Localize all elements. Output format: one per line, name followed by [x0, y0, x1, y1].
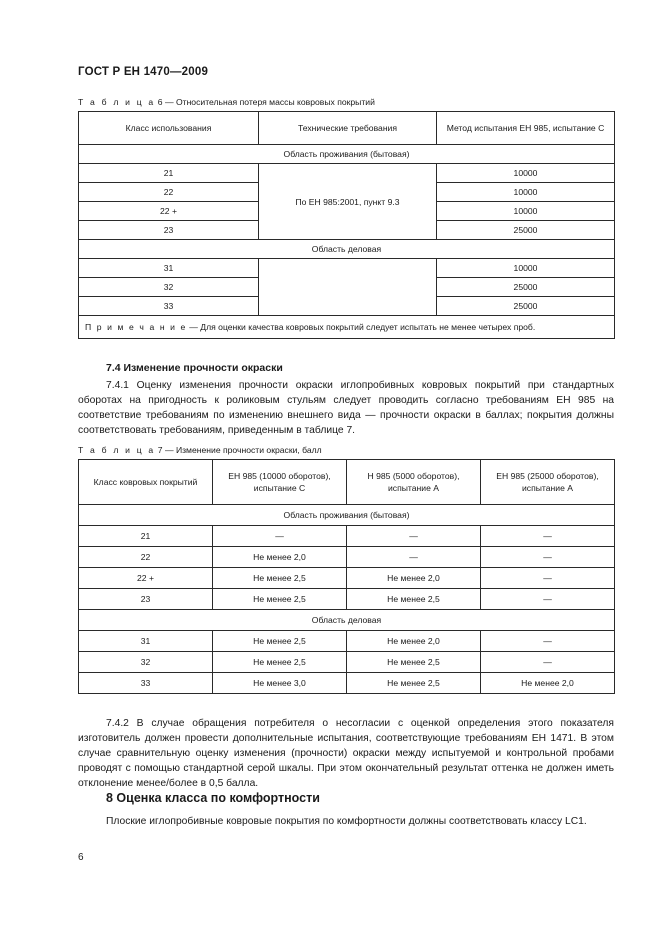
table6-caption [78, 97, 375, 107]
table6-section-business: Область деловая [79, 240, 615, 259]
table7-section-business: Область деловая [79, 610, 615, 631]
paragraph-text: Плоские иглопробивные ковровые покрытия по комфортности должны соответствовать классу LC1. [106, 816, 587, 827]
table-row [79, 631, 615, 652]
table-cell: 33 [79, 297, 259, 316]
table-cell: — [481, 547, 615, 568]
table6-section-residential: Область проживания (бытовая) [79, 145, 615, 164]
table6-note [79, 316, 615, 339]
table-cell: Не менее 2,0 [213, 547, 347, 568]
table-cell: 33 [79, 673, 213, 694]
table-cell: — [481, 631, 615, 652]
table-cell: Не менее 2,5 [213, 589, 347, 610]
table-cell: Не менее 2,5 [213, 652, 347, 673]
section-7-4-title: 7.4 Изменение прочности окраски [106, 362, 283, 374]
table-cell: — [347, 547, 481, 568]
table-row [79, 568, 615, 589]
table7-col-class: Класс ковровых покрытий [79, 460, 213, 505]
page-number: 6 [78, 852, 84, 863]
table-cell: Не менее 2,5 [347, 589, 481, 610]
table7-section-residential: Область проживания (бытовая) [79, 505, 615, 526]
table-cell: — [213, 526, 347, 547]
table-cell: 10000 [437, 164, 615, 183]
table-cell: Не менее 3,0 [213, 673, 347, 694]
table-row [79, 589, 615, 610]
table-cell: 22 + [79, 202, 259, 221]
table-row [79, 673, 615, 694]
paragraph-7-4-2 [78, 716, 614, 791]
table-cell: 32 [79, 278, 259, 297]
table6-col-class: Класс использования [79, 112, 259, 145]
table-cell: 22 + [79, 568, 213, 589]
table6-note-text: — Для оценки качества ковровых покрытий следует испытать не менее четырех проб. [186, 322, 536, 332]
table7-caption-prefix: Т а б л и ц а [78, 445, 156, 455]
table6-caption-prefix: Т а б л и ц а [78, 97, 156, 107]
table-row [79, 652, 615, 673]
document-header: ГОСТ Р ЕН 1470—2009 [78, 66, 209, 78]
table-cell: 22 [79, 183, 259, 202]
table-cell: 32 [79, 652, 213, 673]
table-cell: Не менее 2,5 [213, 568, 347, 589]
table-cell: 23 [79, 589, 213, 610]
table7-header-row [79, 460, 615, 505]
table6-requirement-empty [259, 259, 437, 316]
section-8-title: 8 Оценка класса по комфортности [106, 791, 320, 805]
table-cell: — [481, 568, 615, 589]
table6-header-row [79, 112, 615, 145]
table-cell: 25000 [437, 221, 615, 240]
table-row [79, 259, 615, 278]
paragraph-7-4-1 [78, 378, 614, 438]
table-cell: 10000 [437, 202, 615, 221]
table6-caption-text: 6 — Относительная потеря массы ковровых покрытий [157, 97, 375, 107]
table-row [79, 526, 615, 547]
table6 [78, 111, 615, 339]
paragraph-text: 7.4.2 В случае обращения потребителя о несогласии с оценкой определения этого показателя изготовитель должен провести дополнительные испытания, соответствующие требованиям ЕН 1471. В этом случае сравнительную оценку изменения (прочности) окраски между испытуемой и контрольной пробами проводят с помощью стандартной серой шкалы. При этом окончательный результат оттенка не должен иметь отклонение менее/более в 0,5 балла. [78, 718, 614, 789]
table-cell: 23 [79, 221, 259, 240]
paragraph-8 [78, 814, 614, 829]
table7 [78, 459, 615, 694]
table-row [79, 164, 615, 183]
table7-caption [78, 445, 322, 455]
table7-col-en985-25000: ЕН 985 (25000 оборотов), испытание А [481, 460, 615, 505]
table-cell: — [481, 652, 615, 673]
table-cell: — [347, 526, 481, 547]
table-cell: Не менее 2,5 [347, 652, 481, 673]
table-cell: Не менее 2,0 [347, 631, 481, 652]
table6-col-method: Метод испытания ЕН 985, испытание С [437, 112, 615, 145]
table7-col-en985-10000: ЕН 985 (10000 оборотов), испытание С [213, 460, 347, 505]
table-row [79, 547, 615, 568]
table-cell: Не менее 2,0 [481, 673, 615, 694]
table-cell: 21 [79, 164, 259, 183]
table-cell: — [481, 589, 615, 610]
table-cell: Не менее 2,0 [347, 568, 481, 589]
table7-col-n985-5000: Н 985 (5000 оборотов), испытание А [347, 460, 481, 505]
table-cell: Не менее 2,5 [213, 631, 347, 652]
table-cell: 25000 [437, 297, 615, 316]
table-cell: 31 [79, 259, 259, 278]
paragraph-text: 7.4.1 Оценку изменения прочности окраски иглопробивных ковровых покрытий при стандартных оборотах на пригодность к роликовым стульям следует проводить согласно требованиям ЕН 985 на соответствие требованиям по изменению внешнего вида — прочности окраски в баллах; покрытия должны соответствовать требованиям, приведенным в таблице 7. [78, 380, 614, 436]
table6-col-requirements: Технические требования [259, 112, 437, 145]
table-cell: 25000 [437, 278, 615, 297]
table-cell: 21 [79, 526, 213, 547]
table-cell: — [481, 526, 615, 547]
table-cell: 31 [79, 631, 213, 652]
table-cell: Не менее 2,5 [347, 673, 481, 694]
table6-requirement-cell: По ЕН 985:2001, пункт 9.3 [259, 164, 437, 240]
table7-caption-text: 7 — Изменение прочности окраски, балл [157, 445, 322, 455]
table-cell: 10000 [437, 259, 615, 278]
table6-note-prefix: П р и м е ч а н и е [85, 322, 187, 332]
table-cell: 10000 [437, 183, 615, 202]
table-cell: 22 [79, 547, 213, 568]
